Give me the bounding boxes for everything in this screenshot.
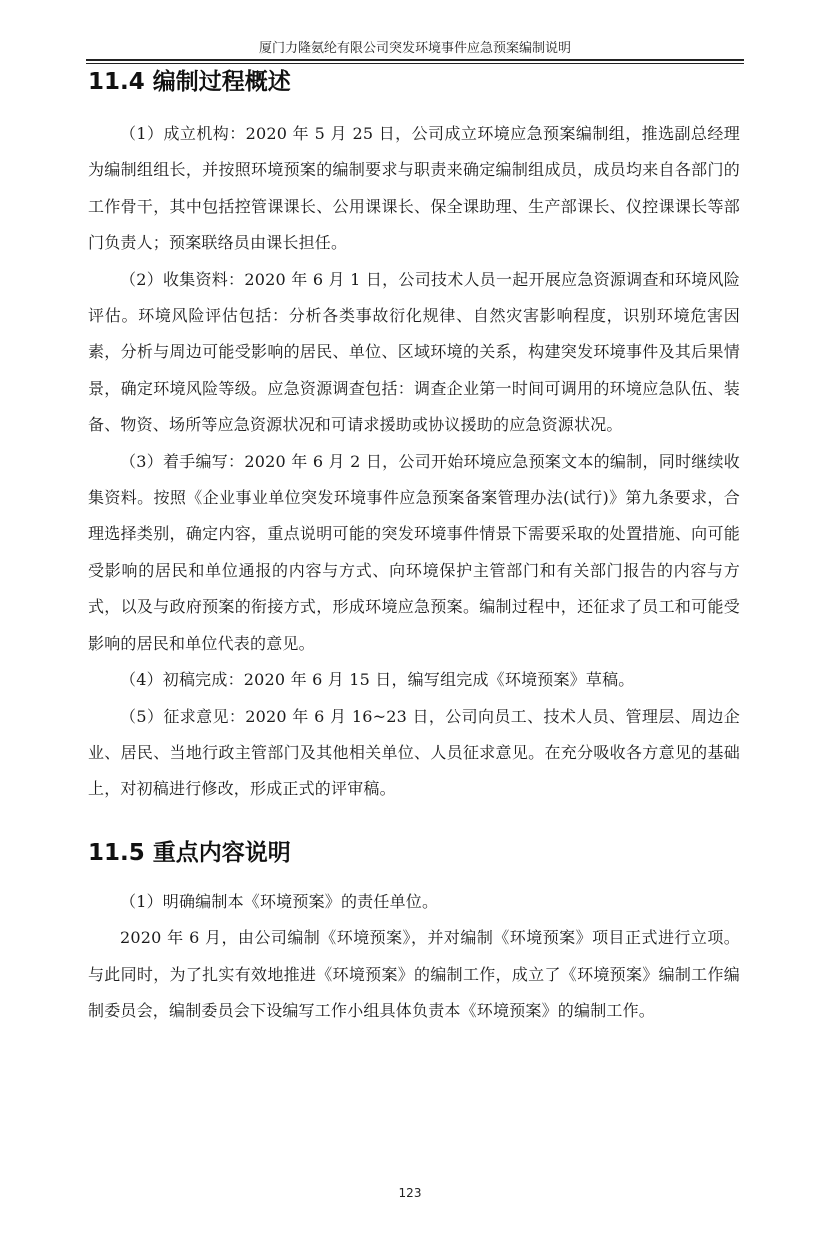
section-body-11-4 (88, 116, 740, 808)
paragraph-project-setup: 2020 年 6 月，由公司编制《环境预案》，并对编制《环境预案》项目正式进行立项。与此同时，为了扎实有效地推进《环境预案》的编制工作，成立了《环境预案》编制工作编制委员会，编制委员会下设编写工作小组具体负责本《环境预案》的编制工作。 (88, 928, 740, 1021)
header-rule-thin (86, 63, 744, 64)
paragraph-responsible-unit: （1）明确编制本《环境预案》的责任单位。 (120, 892, 439, 911)
section-heading-11-4: 11.4 编制过程概述 (88, 69, 291, 95)
paragraph-start-writing: （3）着手编写：2020 年 6 月 2 日，公司开始环境应急预案文本的编制，同时继续收集资料。按照《企业事业单位突发环境事件应急预案备案管理办法(试行)》第九条要求，合理选择类别，确定内容，重点说明可能的突发环境事件情景下需要采取的处置措施、向可能受影响的居民和单位通报的内容与方式、向环境保护主管部门和有关部门报告的内容与方式，以及与政府预案的衔接方式，形成环境应急预案。编制过程中，还征求了员工和可能受影响的居民和单位代表的意见。 (88, 451, 740, 653)
paragraph-establish-organization: （1）成立机构：2020 年 5 月 25 日，公司成立环境应急预案编制组，推选副总经理为编制组组长，并按照环境预案的编制要求与职责来确定编制组成员，成员均来自各部门的工作骨干，其中包括控管课课长、公用课课长、保全课助理、生产部课长、仪控课课长等部门负责人；预案联络员由课长担任。 (88, 124, 740, 253)
paragraph-solicit-opinions: （5）征求意见：2020 年 6 月 16~23 日，公司向员工、技术人员、管理层、周边企业、居民、当地行政主管部门及其他相关单位、人员征求意见。在充分吸收各方意见的基础上，对初稿进行修改，形成正式的评审稿。 (88, 706, 740, 799)
section-body-11-5 (88, 884, 740, 1030)
paragraph-collect-materials: （2）收集资料：2020 年 6 月 1 日，公司技术人员一起开展应急资源调查和环境风险评估。环境风险评估包括：分析各类事故衍化规律、自然灾害影响程度，识别环境危害因素，分析与周边可能受影响的居民、单位、区域环境的关系，构建突发环境事件及其后果情景，确定环境风险等级。应急资源调查包括：调查企业第一时间可调用的环境应急队伍、装备、物资、场所等应急资源状况和可请求援助或协议援助的应急资源状况。 (88, 269, 740, 435)
section-heading-11-5: 11.5 重点内容说明 (88, 840, 291, 866)
page-header-title: 厦门力隆氨纶有限公司突发环境事件应急预案编制说明 (258, 41, 571, 56)
header-rule (86, 59, 744, 61)
paragraph-draft-complete: （4）初稿完成：2020 年 6 月 15 日，编写组完成《环境预案》草稿。 (120, 670, 635, 690)
page-number: 123 (398, 1186, 422, 1200)
